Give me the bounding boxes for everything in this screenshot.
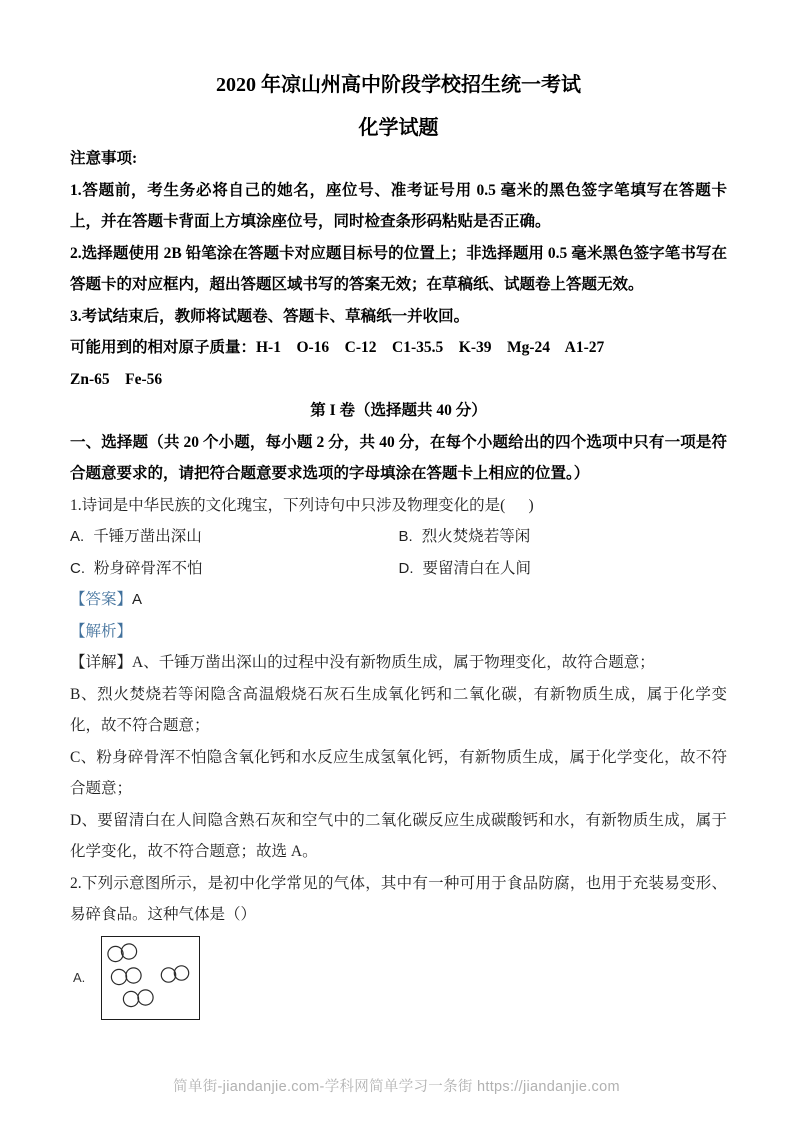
atomic-masses-line-1: 可能用到的相对原子质量：H-1 O-16 C-12 C1-35.5 K-39 Mg-24 A1-27: [70, 339, 605, 356]
question-1-detail-a: [70, 647, 727, 679]
page-subtitle: 化学试题: [358, 117, 439, 139]
detail-a-text: A、千锤万凿出深山的过程中没有新物质生成，属于物理变化，故符合题意；: [132, 654, 655, 671]
footer-watermark: 简单街-jiandanjie.com-学科网简单学习一条街 https://jiandanjie.com: [173, 1079, 620, 1095]
option-c-label: C.: [70, 559, 85, 577]
molecule-diagram: [101, 936, 200, 1020]
question-1-options-row-1: [70, 521, 727, 553]
question-2-stem: 2.下列示意图所示，是初中化学常见的气体，其中有一种可用于食品防腐，也用于充装易变形、易碎食品。这种气体是（）: [70, 874, 727, 923]
atom-circle: [108, 946, 123, 961]
question-1-analysis-line: [70, 616, 727, 648]
question-1-option-a: [70, 521, 399, 553]
question-2-diagram: [70, 936, 727, 1020]
question-1-detail-b: B、烈火焚烧若等闲隐含高温煅烧石灰石生成氧化钙和二氧化碳，有新物质生成，属于化学变化，故不符合题意；: [70, 685, 727, 734]
option-a-label: A.: [70, 528, 85, 545]
atom-circle: [121, 943, 136, 958]
notice-item-2: 2.选择题使用 2B 铅笔涂在答题卡对应题目标号的位置上；非选择题用 0.5 毫米黑色签字笔书写在答题卡的对应框内，超出答题区域书写的答案无效；在草稿纸、试题卷上答题无效。: [70, 244, 727, 293]
page-title: 2020 年凉山州高中阶段学校招生统一考试: [216, 74, 581, 96]
option-c-text: 粉身碎骨浑不怕: [94, 559, 203, 577]
atom-circle: [161, 967, 175, 981]
atom-circle: [138, 989, 153, 1004]
atomic-masses-line-2: Zn-65 Fe-56: [70, 370, 163, 388]
question-1-detail-c: C、粉身碎骨浑不怕隐含氧化钙和水反应生成氢氧化钙，有新物质生成，属于化学变化，故不符合题意；: [70, 748, 727, 797]
question-1-option-c: [70, 553, 399, 585]
answer-value: A: [132, 591, 143, 608]
option-d-label: D.: [398, 559, 414, 577]
option-a-text: 千锤万凿出深山: [93, 528, 202, 545]
section-1-heading: 第 I 卷（选择题共 40 分）: [310, 402, 487, 419]
diagram-option-a-label: A.: [73, 970, 86, 985]
question-1-detail-d: D、要留清白在人间隐含熟石灰和空气中的二氧化碳反应生成碳酸钙和水，有新物质生成，属于化学变化，故不符合题意；故选 A。: [70, 811, 727, 860]
question-1-answer-line: [70, 584, 727, 616]
detail-label: 【详解】: [70, 654, 133, 671]
analysis-label: 【解析】: [70, 622, 133, 640]
question-1-option-d: [399, 553, 728, 585]
atom-circle: [123, 991, 138, 1006]
question-1-option-b: [399, 521, 728, 553]
atom-circle: [126, 967, 141, 982]
answer-label: 【答案】: [70, 591, 133, 608]
question-1-options-row-2: [70, 553, 727, 585]
notice-item-3: 3.考试结束后，教师将试题卷、答题卡、草稿纸一并收回。: [70, 307, 470, 325]
notice-item-1: 1.答题前，考生务必将自己的她名，座位号、准考证号用 0.5 毫米的黑色签字笔填写在答题卡上，并在答题卡背面上方填涂座位号，同时检查条形码粘贴是否正确。: [70, 181, 727, 230]
atom-circle: [111, 969, 126, 984]
option-b-label: B.: [398, 528, 413, 545]
section-1-instructions: 一、选择题（共 20 个小题，每小题 2 分，共 40 分，在每个小题给出的四个选项中只有一项是符合题意要求的，请把符合题意要求选项的字母填涂在答题卡上相应的位置。）: [70, 433, 727, 482]
atom-circle: [174, 965, 188, 979]
option-d-text: 要留清白在人间: [422, 559, 532, 577]
question-1-stem: 1.诗词是中华民族的文化瑰宝，下列诗句中只涉及物理变化的是( ): [70, 496, 534, 514]
notice-heading: 注意事项:: [70, 150, 138, 167]
option-b-text: 烈火焚烧若等闲: [421, 528, 531, 545]
